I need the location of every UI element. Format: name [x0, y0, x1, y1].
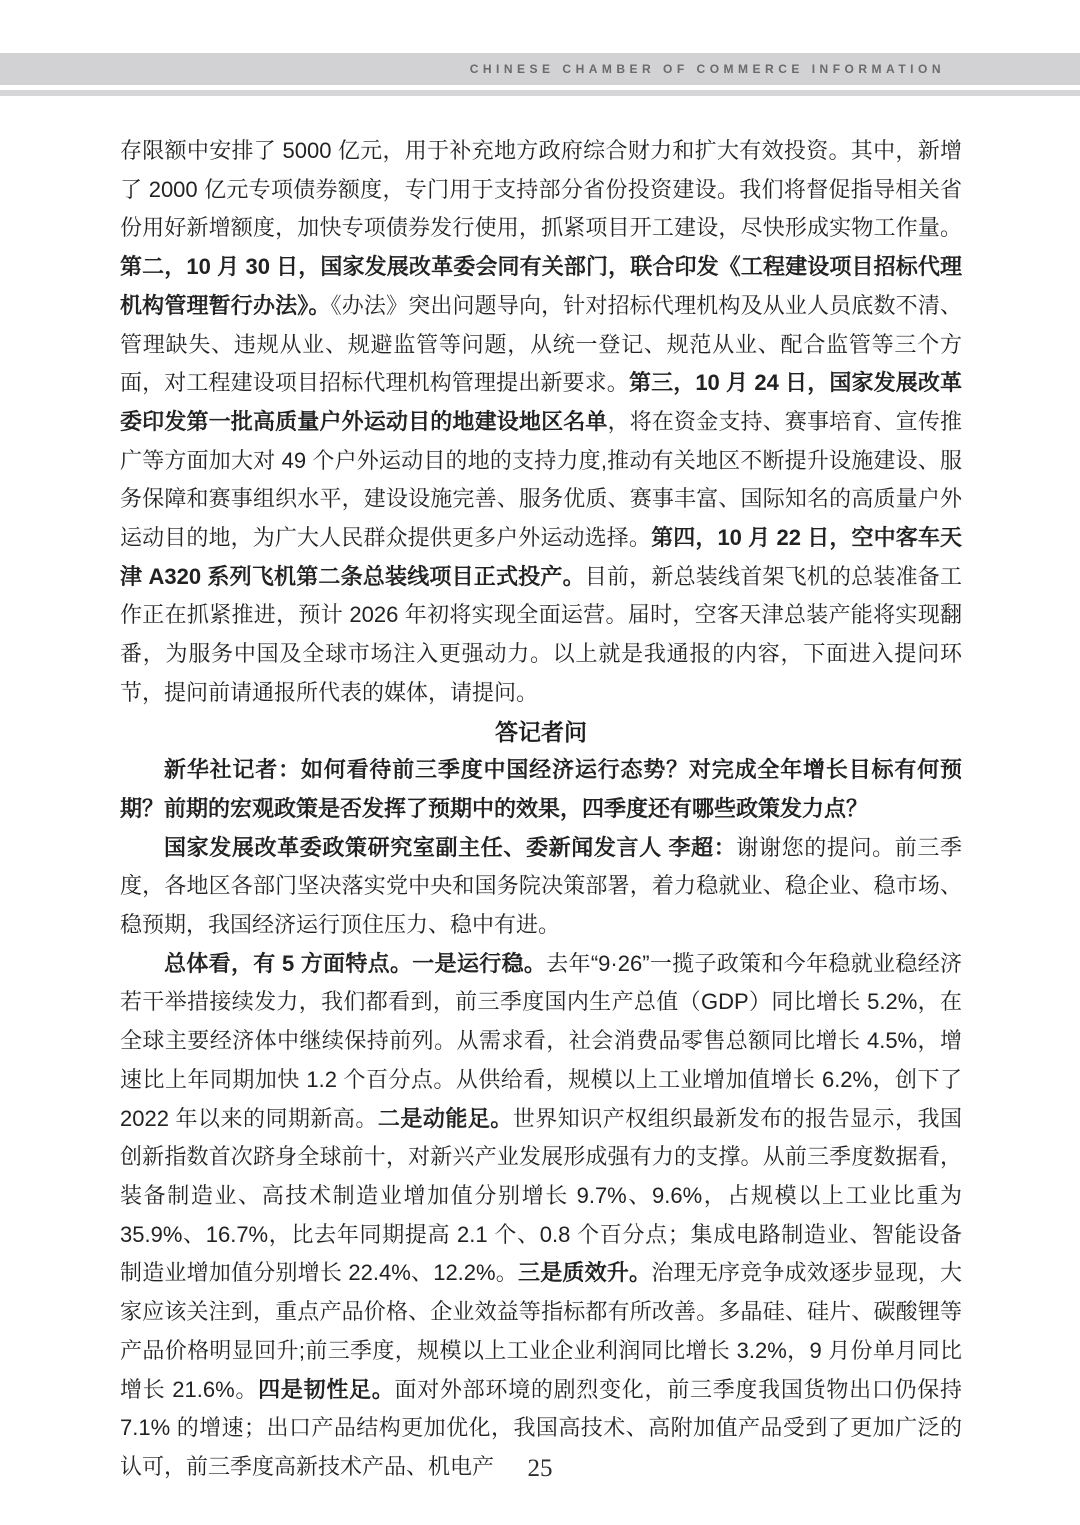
text-segment: 面对外部环境的剧烈变化，前三季度我国货物出口仍保持 7.1% 的增速；出口产品结构更加优化，我国高技术、高附加值产品受到了更加广泛的认可，前三季度高新技术产品、机电产	[120, 1376, 962, 1479]
text-segment: ，将在资金支持、赛事培育、宣传推广等方面加大对 49 个户外运动目的地的支持力度,推动有关地区不断提升设施建设、服务保障和赛事组织水平，建设设施完善、服务优质、赛事丰富、国际知名的高质量户外运动目的地，为广大人民群众提供更多户外运动选择。	[120, 408, 962, 551]
text-segment: 目前，新总装线首架飞机的总装准备工作正在抓紧推进，预计 2026 年初将实现全面运营。届时，空客天津总装产能将实现翻番，为服务中国及全球市场注入更强动力。以上就是我通报的内容，下面进入提问环节，提问前请通报所代表的媒体，请提问。	[120, 563, 962, 705]
text-segment: 去年“9·26”一揽子政策和今年稳就业稳经济若干举措接续发力，我们都看到，前三季度国内生产总值（GDP）同比增长 5.2%，在全球主要经济体中继续保持前列。从需求看，社会消费品零售总额同比增长 4.5%，增速比上年同期加快 1.2 个百分点。从供给看，规模以上工业增加值增长 6.2%，创下了 2022 年以来的同期新高。	[120, 950, 962, 1131]
bold-text-segment: 新华社记者：如何看待前三季度中国经济运行态势？对完成全年增长目标有何预期？前期的宏观政策是否发挥了预期中的效果，四季度还有哪些政策发力点？	[120, 757, 962, 821]
bold-text-segment: 第三，10 月 24 日，国家发展改革委印发第一批高质量户外运动目的地建设地区名单	[120, 370, 962, 434]
text-segment: 《办法》突出问题导向，针对招标代理机构及从业人员底数不清、管理缺失、违规从业、规避监管等问题，从统一登记、规范从业、配合监管等三个方面，对工程建设项目招标代理机构管理提出新要求。	[120, 292, 962, 396]
qa-section-heading: 答记者问	[495, 718, 587, 745]
text-segment: 治理无序竞争成效逐步显现，大家应该关注到，重点产品价格、企业效益等指标都有所改善。多晶硅、硅片、碳酸锂等产品价格明显回升;前三季度，规模以上工业企业利润同比增长 3.2%，9 月份单月同比增长 21.6%。	[120, 1260, 962, 1402]
paragraph	[120, 829, 962, 945]
text-segment: 存限额中安排了 5000 亿元，用于补充地方政府综合财力和扩大有效投资。其中，新增了 2000 亿元专项债券额度，专门用于支持部分省份投资建设。我们将督促指导相关省份用好新增额度，加快专项债券发行使用，抓紧项目开工建设，尽快形成实物工作量。	[120, 138, 962, 241]
paragraph	[120, 132, 962, 713]
header-banner-thin-rule	[0, 90, 1080, 96]
bold-text-segment: 第二，10 月 30 日，国家发展改革委会同有关部门，联合印发《工程建设项目招标代理机构管理暂行办法》。	[120, 254, 962, 318]
header-banner-text: CHINESE CHAMBER OF COMMERCE INFORMATION	[469, 62, 945, 76]
article-body	[120, 132, 962, 1487]
text-segment: 谢谢您的提问。前三季度，各地区各部门坚决落实党中央和国务院决策部署，着力稳就业、稳企业、稳市场、稳预期，我国经济运行顶住压力、稳中有进。	[120, 834, 962, 938]
header-banner-bar	[0, 53, 1080, 85]
text-segment: 世界知识产权组织最新发布的报告显示，我国创新指数首次跻身全球前十，对新兴产业发展形成强有力的支撑。从前三季度数据看，装备制造业、高技术制造业增加值分别增长 9.7%、9.6%，占规模以上工业比重为 35.9%、16.7%，比去年同期提高 2.1 个、0.8 个百分点；集成电路制造业、智能设备制造业增加值分别增长 22.4%、12.2%。	[120, 1105, 962, 1286]
bold-text-segment: 二是动能足。	[377, 1105, 513, 1131]
bold-text-segment: 第四，10 月 22 日，空中客车天津 A320 系列飞机第二条总装线项目正式投产。	[120, 525, 962, 589]
paragraph	[120, 751, 962, 828]
bold-text-segment: 国家发展改革委政策研究室副主任、委新闻发言人 李超：	[164, 834, 737, 860]
bold-text-segment: 四是韧性足。	[258, 1376, 395, 1402]
bold-text-segment: 三是质效升。	[518, 1260, 652, 1286]
paragraph	[120, 945, 962, 1487]
bold-text-segment: 总体看，有 5 方面特点。一是运行稳。	[164, 950, 547, 976]
page-number: 25	[527, 1455, 553, 1482]
